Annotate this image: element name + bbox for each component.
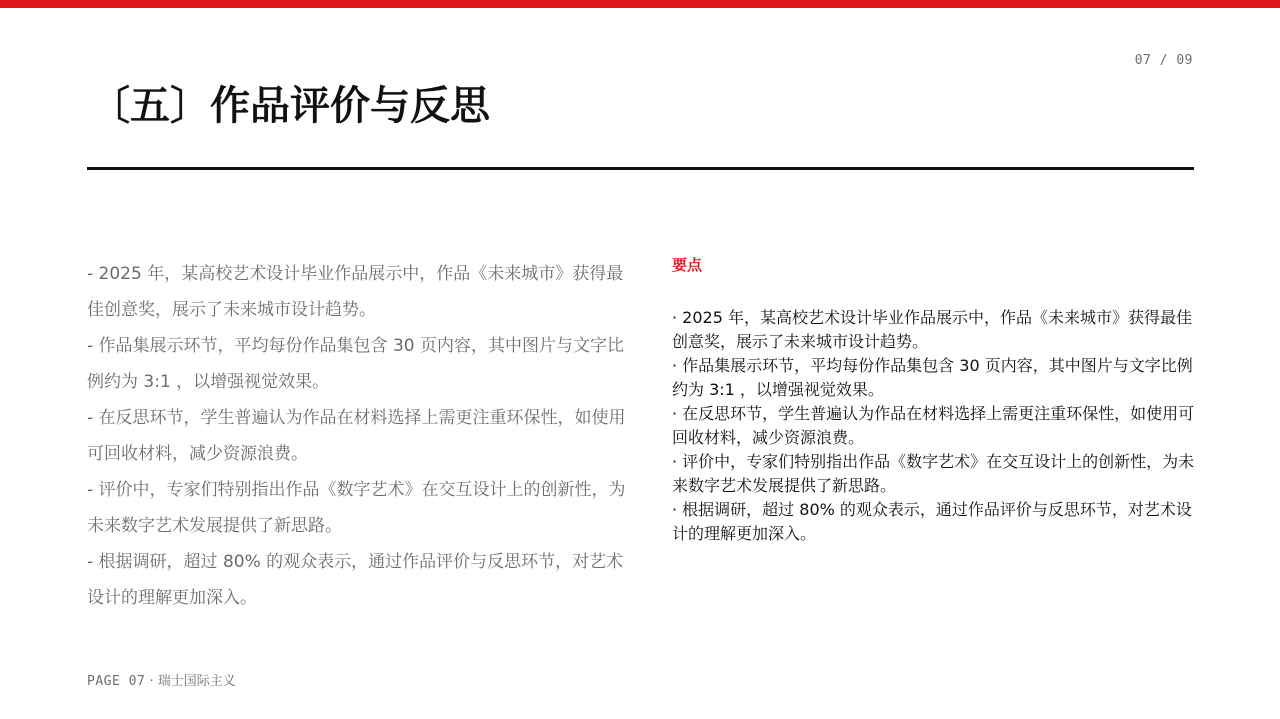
key-points-panel: [672, 254, 1202, 546]
footer-theme: 瑞士国际主义: [157, 674, 236, 689]
key-points-heading: 要点: [672, 256, 703, 274]
footer-separator: ·: [149, 674, 154, 689]
key-point-item: · 根据调研，超过 80% 的观众表示，通过作品评价与反思环节，对艺术设计的理解更加深入。: [672, 500, 1192, 543]
body-paragraph: - 在反思环节，学生普遍认为作品在材料选择上需更注重环保性，如使用可回收材料，减少资源浪费。: [87, 408, 626, 464]
key-point-item: · 评价中，专家们特别指出作品《数字艺术》在交互设计上的创新性，为未来数字艺术发展提供了新思路。: [672, 452, 1195, 495]
key-points-list: [672, 306, 1202, 546]
key-point-item: · 作品集展示环节，平均每份作品集包含 30 页内容，其中图片与文字比例约为 3:1 ，以增强视觉效果。: [672, 356, 1193, 399]
page-title: 〔五〕作品评价与反思: [90, 83, 490, 129]
body-paragraph: - 2025 年，某高校艺术设计毕业作品展示中，作品《未来城市》获得最佳创意奖，展示了未来城市设计趋势。: [87, 264, 624, 320]
page-counter: 07 / 09: [1134, 53, 1193, 68]
top-accent-bar: [0, 0, 1280, 8]
key-point-item: · 在反思环节，学生普遍认为作品在材料选择上需更注重环保性，如使用可回收材料，减少资源浪费。: [672, 404, 1195, 447]
key-point-item: · 2025 年，某高校艺术设计毕业作品展示中，作品《未来城市》获得最佳创意奖，展示了未来城市设计趋势。: [672, 308, 1192, 351]
title-divider: [87, 167, 1194, 170]
footer: [87, 670, 236, 689]
body-text-column: [87, 256, 627, 616]
body-paragraph: - 作品集展示环节，平均每份作品集包含 30 页内容，其中图片与文字比例约为 3:1 ，以增强视觉效果。: [87, 336, 624, 392]
body-paragraph: - 根据调研，超过 80% 的观众表示，通过作品评价与反思环节，对艺术设计的理解更加深入。: [87, 552, 624, 608]
body-paragraph: - 评价中，专家们特别指出作品《数字艺术》在交互设计上的创新性，为未来数字艺术发展提供了新思路。: [87, 480, 626, 536]
footer-page-label: PAGE 07: [87, 674, 146, 689]
